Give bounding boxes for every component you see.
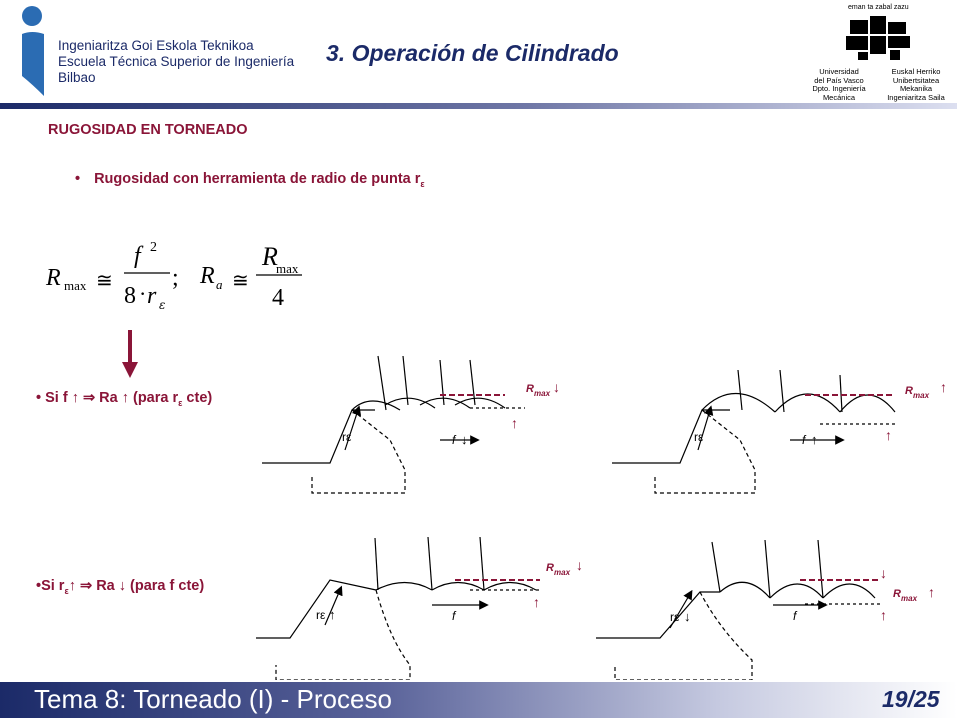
- bullet-radius-suffix: ↑ ⇒ Ra ↓ (para f cte): [68, 578, 205, 594]
- school-city: Bilbao: [58, 70, 96, 85]
- bullet-radius-sub: ε: [64, 585, 69, 596]
- label-rmax-sub: max: [913, 391, 930, 400]
- page-number: 19/25: [882, 686, 940, 712]
- arrow-up-icon: ↑: [885, 427, 892, 443]
- univ-line: Euskal Herriko: [891, 67, 941, 76]
- univ-line: Mekanika: [899, 84, 933, 93]
- bullet-feed-suffix: cte): [182, 390, 213, 406]
- arrow-down-icon: ↓: [684, 609, 691, 624]
- formula-dot: ·: [139, 281, 147, 306]
- diagram-large-feed: [612, 370, 895, 493]
- formula-approx2: ≅: [232, 268, 249, 292]
- label-feed: f: [452, 433, 456, 447]
- university-tagline: eman ta zabal zazu: [848, 4, 909, 11]
- formula-max-sub2: max: [276, 261, 299, 276]
- formula-f: f: [134, 243, 141, 269]
- formula-exp: 2: [150, 240, 157, 255]
- label-feed: f: [452, 609, 456, 623]
- arrow-up-icon: ↑: [329, 607, 336, 622]
- arrow-down-icon: ↓: [880, 565, 887, 581]
- formula-approx: ≅: [96, 268, 113, 292]
- univ-line: Ingeniaritza Saila: [887, 92, 945, 102]
- bullet-main-sub: ε: [420, 178, 425, 189]
- bullet-feed-prefix: Si f ↑ ⇒ Ra ↑ (para r: [45, 390, 179, 406]
- formula-R: R: [46, 265, 61, 291]
- bullet-main-text: Rugosidad con herramienta de radio de punta r: [94, 171, 421, 187]
- footer-title: Tema 8: Torneado (I) - Proceso: [34, 684, 392, 714]
- label-rmax-sub: max: [554, 568, 571, 577]
- bullet-main: [75, 171, 425, 189]
- arrow-up-icon: ↑: [940, 379, 947, 395]
- formula-max-sub: max: [64, 278, 87, 293]
- formula-r: r: [147, 283, 157, 309]
- bullet-dot: •: [75, 171, 81, 187]
- label-r-eps: rε: [670, 610, 680, 624]
- university-name-spanish: [800, 68, 878, 102]
- label-r-eps: rε: [694, 430, 704, 444]
- university-logo: [800, 4, 952, 104]
- diagram-large-radius: [256, 537, 540, 680]
- arrow-up-icon: ↑: [811, 432, 818, 447]
- bullet-radius-prefix: Si r: [41, 578, 65, 594]
- bullet-feed-sub: ε: [178, 397, 183, 408]
- univ-line: del País Vasco: [814, 75, 864, 85]
- label-rmax: R: [526, 383, 534, 395]
- arrow-up-icon: ↑: [880, 607, 887, 623]
- label-rmax-sub: max: [534, 389, 551, 398]
- formula-a-sub: a: [216, 277, 223, 292]
- school-name-spanish: Escuela Técnica Superior de Ingeniería: [58, 54, 295, 69]
- formula-eps: ε: [159, 298, 166, 312]
- bullet-dot: •: [36, 390, 46, 406]
- roughness-formula: [40, 235, 320, 325]
- formula-R2: R: [200, 263, 215, 289]
- slide-title: 3. Operación de Cilindrado: [326, 40, 619, 66]
- label-feed: f: [802, 433, 806, 447]
- school-name-basque: Ingeniaritza Goi Eskola Teknikoa: [58, 38, 254, 53]
- label-rmax: R: [893, 588, 901, 600]
- formula-semicolon: ;: [172, 265, 179, 291]
- school-logo: [8, 4, 298, 102]
- univ-line: Unibertsitatea: [892, 75, 940, 85]
- formula-eight: 8: [124, 283, 136, 309]
- arrow-down-icon: ↓: [553, 379, 560, 395]
- header-divider: [0, 103, 957, 109]
- label-r-eps: rε: [316, 608, 326, 622]
- label-r-eps: rε: [342, 430, 352, 444]
- label-rmax: R: [546, 562, 554, 574]
- arrow-up-icon: ↑: [928, 584, 935, 600]
- formula-four: 4: [272, 285, 284, 311]
- diagram-small-feed: [262, 356, 525, 493]
- formula-R3: R: [262, 242, 278, 271]
- university-name-basque: [880, 68, 952, 102]
- arrow-down-icon: ↓: [461, 432, 468, 447]
- arrow-up-icon: ↑: [533, 594, 540, 610]
- arrow-down-icon: ↓: [576, 557, 583, 573]
- diagram-small-radius: [596, 540, 880, 680]
- label-rmax: R: [905, 385, 913, 397]
- arrow-up-icon: ↑: [511, 415, 518, 431]
- school-i-logo-icon: [8, 4, 58, 102]
- label-feed: f: [793, 609, 797, 623]
- univ-line: Dpto. Ingeniería: [812, 84, 866, 93]
- turning-diagrams: [0, 340, 957, 680]
- univ-line: Mecánica: [822, 92, 856, 102]
- label-rmax-sub: max: [901, 594, 918, 603]
- university-emblem-icon: [844, 14, 914, 62]
- section-heading: RUGOSIDAD EN TORNEADO: [48, 122, 248, 138]
- univ-line: Universidad: [819, 67, 859, 76]
- bullet-dot: •: [36, 578, 42, 594]
